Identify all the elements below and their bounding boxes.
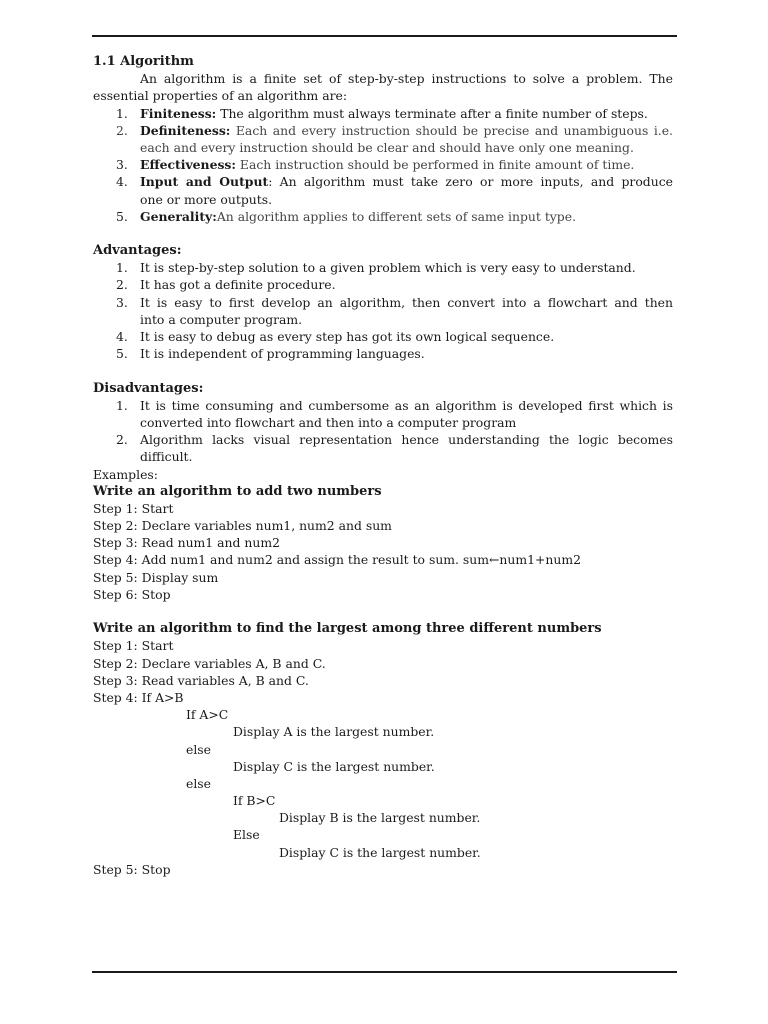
else-line: Else [233, 827, 260, 843]
document-body [93, 53, 673, 878]
property-text: Each instruction should be performed in finite amount of time. [235, 157, 635, 173]
advantages-heading: Advantages: [93, 243, 182, 259]
property-term: Definiteness: [140, 122, 231, 138]
algorithm-step: Step 4: If A>B [93, 689, 184, 705]
intro-paragraph-line2: essential properties of an algorithm are: [93, 88, 348, 104]
property-text: The algorithm must always terminate after a finite number of steps. [216, 105, 648, 121]
example1-heading: Write an algorithm to add two numbers [93, 483, 382, 499]
property-text: Each and every instruction should be precise and unambiguous i.e. [230, 122, 673, 138]
intro-paragraph-line1: An algorithm is a finite set of step-by-step instructions to solve a problem. The [140, 71, 673, 87]
list-item: 2. Definiteness: Each and every instruction should be precise and unambiguous i.e. [116, 122, 673, 138]
examples-label: Examples: [93, 466, 158, 482]
property-term: Finiteness: [140, 105, 217, 121]
list-item-continuation: one or more outputs. [140, 191, 273, 207]
list-item: 5. Generality:An algorithm applies to different sets of same input type. [116, 208, 577, 224]
algorithm-step: Step 1: Start [93, 500, 174, 516]
condition-line: If B>C [233, 793, 276, 809]
display-line: Display C is the largest number. [233, 758, 435, 774]
algorithm-step: Step 3: Read variables A, B and C. [93, 672, 309, 688]
property-term: Generality: [140, 208, 217, 224]
list-item: 1. It is step-by-step solution to a given problem which is very easy to understand. [116, 260, 636, 276]
algorithm-step: Step 4: Add num1 and num2 and assign the result to sum. sum←num1+num2 [93, 552, 581, 568]
else-line: else [186, 775, 211, 791]
list-item: 1. It is time consuming and cumbersome as an algorithm is developed first which is [116, 397, 673, 413]
example2-heading: Write an algorithm to find the largest among three different numbers [93, 621, 602, 637]
list-item: 5. It is independent of programming languages. [116, 346, 425, 362]
algorithm-step: Step 6: Stop [93, 586, 171, 602]
list-item: 2. It has got a definite procedure. [116, 277, 336, 293]
list-item: 4. It is easy to debug as every step has got its own logical sequence. [116, 329, 555, 344]
bottom-rule [92, 971, 677, 973]
top-rule [92, 35, 677, 37]
disadvantages-heading: Disadvantages: [93, 380, 204, 396]
property-term: Input and Output [140, 174, 269, 190]
else-line: else [186, 741, 211, 757]
list-item-continuation: converted into flowchart and then into a computer program [140, 414, 517, 430]
display-line: Display A is the largest number. [233, 724, 435, 740]
display-line: Display B is the largest number. [279, 810, 481, 826]
list-item: 3. It is easy to first develop an algorithm, then convert into a flowchart and then [116, 294, 673, 310]
list-item: 1. Finiteness: The algorithm must always terminate after a finite number of steps. [116, 105, 648, 121]
list-item-continuation: difficult. [140, 449, 193, 465]
property-text: An algorithm applies to different sets of same input type. [216, 208, 577, 224]
list-item: 4. Input and Output: An algorithm must take zero or more inputs, and produce [116, 174, 673, 190]
condition-line: If A>C [186, 707, 229, 723]
list-item-continuation: into a computer program. [140, 311, 303, 327]
list-item-continuation: each and every instruction should be clear and should have only one meaning. [140, 139, 634, 155]
algorithm-step: Step 3: Read num1 and num2 [93, 535, 280, 551]
algorithm-step: Step 1: Start [93, 638, 174, 654]
algorithm-step: Step 5: Stop [93, 861, 171, 877]
algorithm-step: Step 2: Declare variables A, B and C. [93, 655, 326, 671]
property-term: Effectiveness: [140, 157, 236, 173]
algorithm-step: Step 2: Declare variables num1, num2 and sum [93, 518, 392, 534]
display-line: Display C is the largest number. [279, 844, 481, 860]
list-item: 2. Algorithm lacks visual representation hence understanding the logic becomes [116, 432, 673, 448]
property-text: : An algorithm must take zero or more inputs, and produce [268, 174, 673, 190]
algorithm-step: Step 5: Display sum [93, 569, 219, 585]
list-item: 3. Effectiveness: Each instruction should be performed in finite amount of time. [116, 157, 635, 173]
section-title: 1.1 Algorithm [93, 54, 194, 69]
